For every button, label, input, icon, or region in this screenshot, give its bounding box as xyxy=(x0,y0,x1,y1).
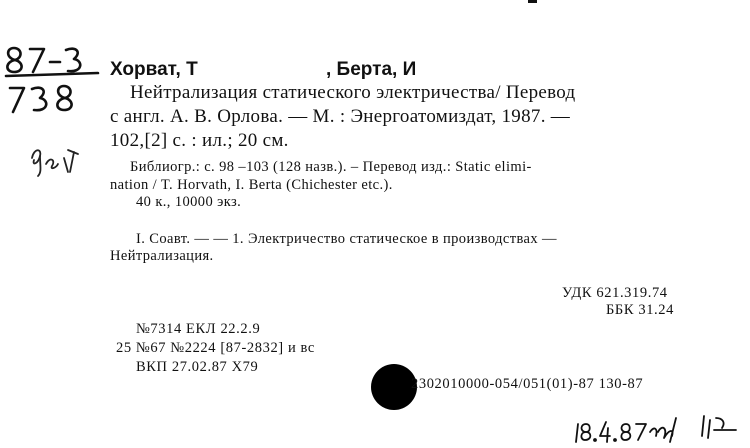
title-line-2: с англ. А. В. Орлова. — М. : Энергоатомиздат, 1987. — xyxy=(110,106,571,127)
registry-line-3: ВКП 27.02.87 Х79 xyxy=(136,359,259,375)
title-line-3: 102,[2] с. : ил.; 20 см. xyxy=(110,130,289,151)
subject-line-2: Нейтрализация. xyxy=(110,248,214,264)
handwritten-margin-mark xyxy=(28,142,86,178)
index-code: 2302010000-054/051(01)-87 130-87 xyxy=(411,376,644,392)
notes-line-2: nation / T. Horvath, I. Berta (Chichester etc.). xyxy=(110,177,393,193)
udk-code: УДК 621.319.74 xyxy=(562,285,668,301)
author-second: , Берта, И xyxy=(326,59,417,80)
top-edge-mark xyxy=(528,0,537,3)
registry-line-2: 25 №67 №2224 [87-2832] и вс xyxy=(116,340,315,356)
title-line-1: Нейтрализация статического электричества/ Перевод xyxy=(130,82,576,103)
notes-line-3: 40 к., 10000 экз. xyxy=(136,194,242,210)
subject-line-1: I. Соавт. — — 1. Электричество статическое в производствах — xyxy=(136,231,557,247)
handwritten-date xyxy=(572,410,742,446)
registry-line-1: №7314 ЕКЛ 22.2.9 xyxy=(136,321,261,337)
notes-line-1: Библиогр.: с. 98 –103 (128 назв.). – Перевод изд.: Static elimi- xyxy=(130,159,532,175)
bbk-code: ББК 31.24 xyxy=(606,302,674,318)
author-first: Хорват, Т xyxy=(110,59,198,80)
handwritten-call-number xyxy=(2,40,102,120)
